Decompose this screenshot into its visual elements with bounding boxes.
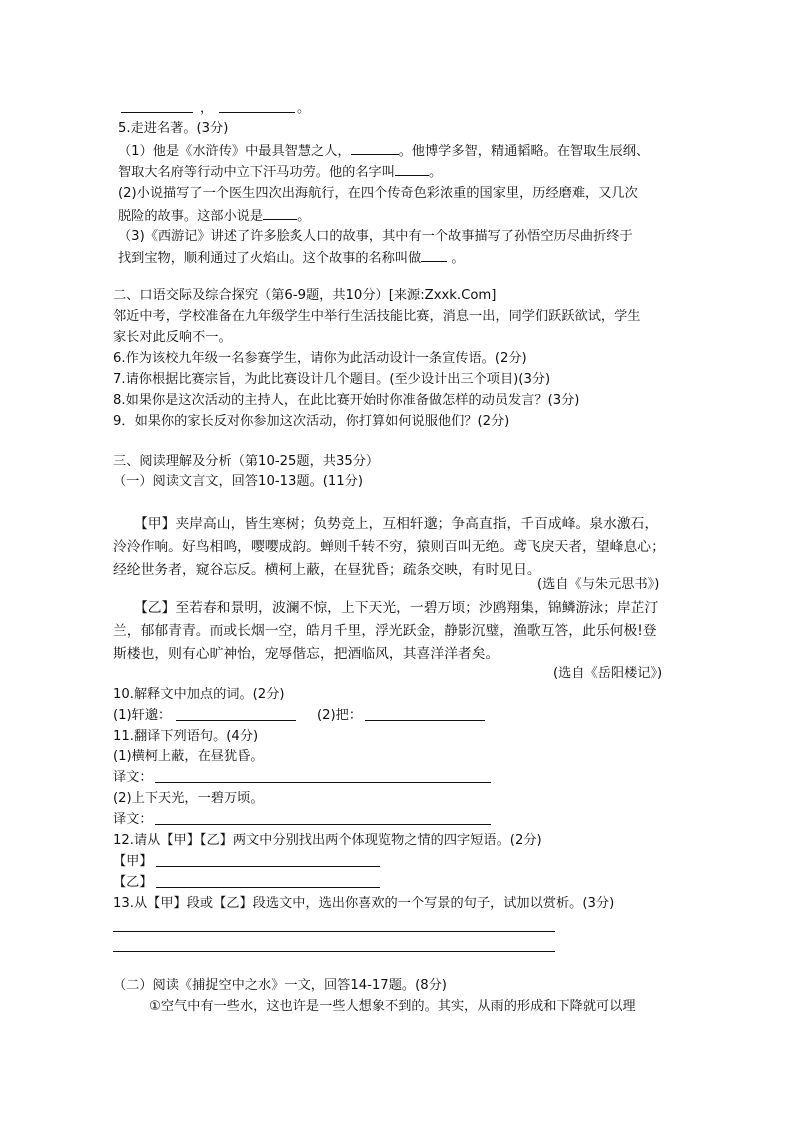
answer-blank[interactable]	[351, 141, 399, 155]
question-8: 8.如果你是这次活动的主持人，在此比赛开始时你准备做怎样的动员发言？(3分)	[113, 393, 580, 408]
section2-intro-line2: 家长对此反响不一。	[113, 330, 232, 345]
period: 。	[451, 251, 465, 266]
translation-label: 译文：	[113, 770, 153, 785]
answer-blank[interactable]	[219, 112, 295, 113]
subsection1-header: （一）阅读文言文，回答10-13题。(11分)	[113, 474, 364, 489]
q5-item3-line2	[118, 248, 465, 269]
answer-blank[interactable]	[156, 887, 380, 888]
q5-item2-line1: (2)小说描写了一个医生四次出海航行，在四个传奇色彩浓重的国家里，历经磨难，又几次	[118, 186, 638, 201]
q5-item3-line1: （3)《西游记》讲述了许多脍炙人口的故事，其中有一个故事描写了孙悟空历尽曲折终于	[118, 229, 633, 244]
q5-item1-line1	[118, 141, 649, 162]
period: 。	[297, 209, 311, 224]
passage-jia-line2: 泠泠作响。好鸟相鸣，嘤嘤成韵。蝉则千转不穷，猿则百叫无绝。鸢飞戾天者，望峰息心；	[113, 539, 665, 555]
passage-yi-line2: 兰，郁郁青青。而或长烟一空，皓月千里，浮光跃金，静影沉璧，渔歌互答，此乐何极!登	[113, 623, 657, 639]
answer-blank[interactable]	[263, 206, 297, 220]
passage-jia-line3: 经纶世务者，窥谷忘反。横柯上蔽，在昼犹昏；疏条交映，有时见日。	[113, 562, 541, 578]
question-6: 6.作为该校九年级一名参赛学生，请你为此活动设计一条宣传语。(2分)	[113, 351, 527, 366]
answer-blank[interactable]	[155, 782, 491, 783]
answer-blank[interactable]	[121, 112, 193, 113]
answer-line[interactable]	[113, 931, 555, 932]
section3-header: 三、阅读理解及分析（第10-25题，共35分）	[113, 454, 380, 469]
q5-item3-text: 找到宝物，顺利通过了火焰山。这个故事的名称叫做	[118, 251, 422, 266]
answer-blank[interactable]	[365, 720, 485, 721]
q5-title: 5.走进名著。(3分)	[118, 121, 229, 136]
question-12-jia-label: 【甲】	[113, 854, 153, 869]
answer-blank[interactable]	[156, 866, 380, 867]
q5-item1-text: 。他博学多智，精通韬略。在智取生辰纲、	[398, 144, 650, 159]
passage-jia-source: (选自《与朱元思书》)	[537, 577, 660, 592]
question-10-2-label: (2)把：	[317, 708, 363, 723]
question-11-1: (1)横柯上蔽，在昼犹昏。	[113, 749, 264, 764]
question-11: 11.翻译下列语句。(4分)	[113, 729, 259, 744]
answer-blank[interactable]	[421, 248, 447, 262]
comma: ，	[200, 101, 214, 116]
answer-blank[interactable]	[155, 824, 491, 825]
answer-blank[interactable]	[395, 162, 429, 176]
translation-label: 译文：	[113, 812, 153, 827]
answer-line[interactable]	[113, 951, 555, 952]
section2-intro-line1: 邻近中考，学校准备在九年级学生中举行生活技能比赛，消息一出，同学们跃跃欲试，学生	[113, 309, 641, 324]
question-12-yi-label: 【乙】	[113, 875, 153, 890]
question-11-2: (2)上下天光，一碧万顷。	[113, 791, 264, 806]
period: 。	[428, 165, 443, 180]
question-10-1-label: (1)轩邈：	[113, 708, 172, 723]
subsection2-header: （二）阅读《捕捉空中之水》一文，回答14-17题。(8分)	[113, 978, 447, 993]
section2-header: 二、口语交际及综合探究（第6-9题，共10分）[来源:Zxxk.Com]	[113, 288, 497, 303]
q5-item1-text: 智取大名府等行动中立下汗马功劳。他的名字叫	[118, 165, 395, 180]
passage-yi-source: (选自《岳阳楼记》)	[553, 666, 663, 681]
question-13: 13.从【甲】段或【乙】段选文中，选出你喜欢的一个写景的句子，试加以赏析。(3分)	[113, 896, 615, 911]
question-12: 12.请从【甲】【乙】两文中分别找出两个体现览物之情的四字短语。(2分)	[113, 833, 542, 848]
question-9: 9．如果你的家长反对你参加这次活动，你打算如何说服他们？(2分)	[113, 414, 510, 429]
q5-item2-text: 脱险的故事。这部小说是	[118, 209, 264, 224]
q5-item1-line2	[118, 162, 442, 183]
passage-yi-line3: 斯楼也，则有心旷神怡，宠辱偕忘，把酒临风，其喜洋洋者矣。	[113, 646, 500, 662]
passage-yi-line1: 【乙】至若春和景明，波澜不惊，上下天光，一碧万顷；沙鸥翔集，锦鳞游泳；岸芷汀	[134, 600, 659, 616]
passage-jia-line1: 【甲】夹岸高山，皆生寒树；负势竞上，互相轩邈；争高直指，千百成峰。泉水激石，	[134, 516, 659, 532]
question-10: 10.解释文中加点的词。(2分)	[113, 687, 285, 702]
answer-blank[interactable]	[176, 720, 296, 721]
q5-item1-text: （1）他是《水浒传》中最具智慧之人，	[118, 144, 351, 159]
question-7: 7.请你根据比赛宗旨，为此比赛设计几个题目。(至少设计出三个项目)(3分)	[113, 372, 551, 387]
q5-item2-line2	[118, 206, 310, 227]
period: 。	[297, 101, 311, 116]
passage-paragraph-1: ①空气中有一些水，这也许是一些人想象不到的。其实，从雨的形成和下降就可以理	[149, 999, 636, 1014]
